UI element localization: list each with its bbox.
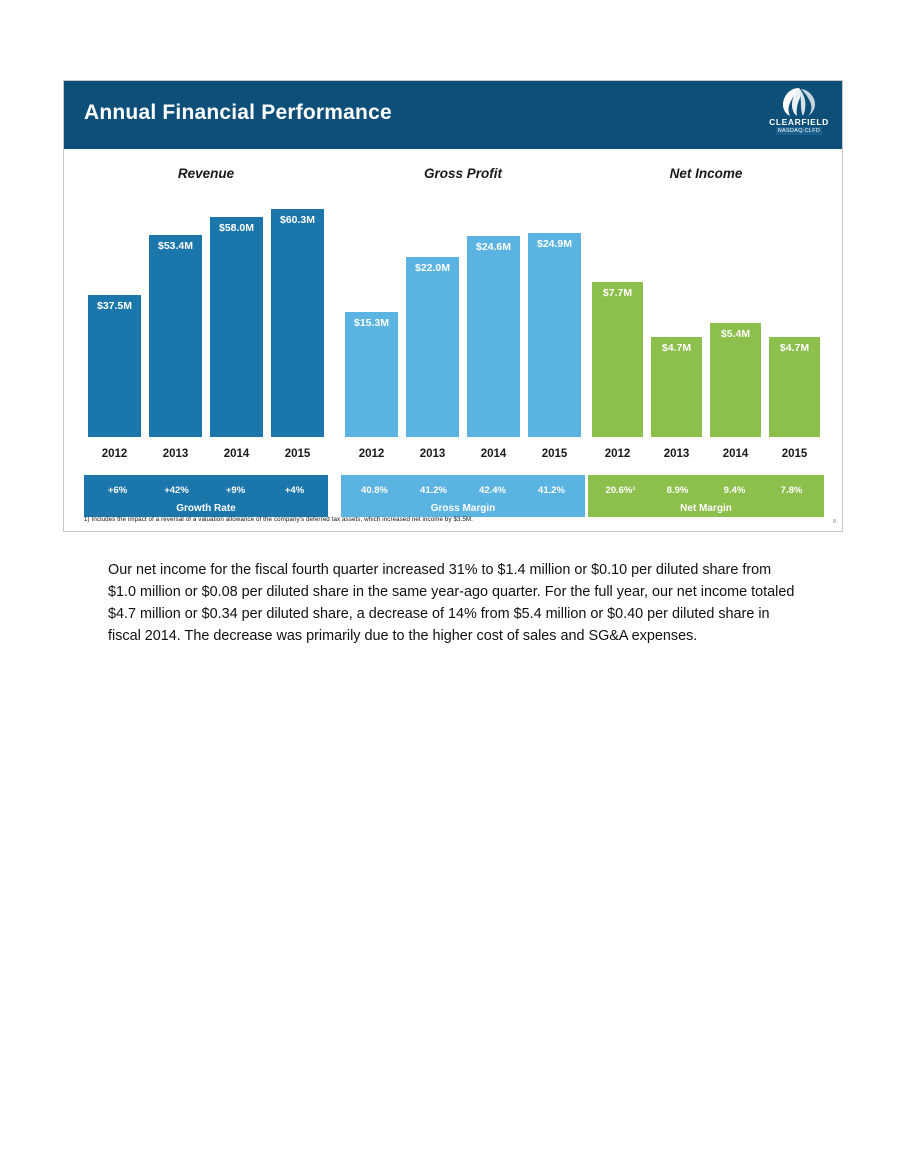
plot-net-income [588,187,824,477]
axis-years-gross-profit [341,439,585,469]
slide-footnote: 1) Includes the impact of a reversal of a valuation allowance of the company's deferred tax assets, which increased net income by $3.5M. [84,516,473,523]
net-margin-strip [588,475,824,517]
bar-net-income-2015 [769,337,820,437]
year-tick: 2013 [162,448,189,460]
bar-gross-profit-2014 [467,236,520,437]
bar-value-label: $60.3M [279,213,316,226]
bar-net-income-2012 [592,282,643,437]
net-margin-values [592,479,820,501]
bar-revenue-2015 [271,209,324,438]
bar-value-label: $37.5M [96,300,133,312]
year-tick: 2012 [604,448,631,460]
net-margin-cell: 20.6%¹ [605,484,636,496]
bar-value-label: $4.7M [779,342,810,354]
bar-net-income-2014 [710,323,761,437]
year-tick: 2015 [781,448,808,460]
bar-column [592,187,643,437]
bars-gross-profit [341,187,585,437]
slide-header [64,81,842,149]
year-tick: 2014 [722,448,749,460]
year-tick: 2015 [541,448,568,460]
chart-title-net-income: Net Income [669,166,743,181]
growth-rate-cell: +9% [225,484,246,496]
bar-column [271,187,324,437]
bar-column [467,187,520,437]
bar-value-label: $24.9M [536,238,573,251]
net-margin-caption: Net Margin [680,503,732,514]
bar-value-label: $5.4M [720,328,751,341]
slide-page-number: 8 [832,519,836,525]
growth-rate-strip [84,475,328,517]
bar-column [651,187,702,437]
growth-rate-caption: Growth Rate [176,503,236,514]
bar-column [769,187,820,437]
net-margin-cell: 9.4% [723,484,746,496]
growth-rate-cell: +4% [284,484,305,496]
growth-rate-cell: +6% [107,484,128,496]
year-tick: 2012 [101,448,128,460]
chart-title-revenue: Revenue [177,166,235,181]
plot-gross-profit [341,187,585,477]
gross-margin-values [345,479,581,501]
gross-margin-caption: Gross Margin [430,503,496,514]
bar-revenue-2014 [210,217,263,437]
bars-revenue [84,187,328,437]
axis-years-net-income [588,439,824,469]
gross-margin-cell: 40.8% [361,484,388,496]
year-tick: 2015 [284,448,311,460]
bar-gross-profit-2015 [528,233,581,437]
page-title: Annual Financial Performance [84,101,392,124]
year-tick: 2014 [223,448,250,460]
gross-margin-cell: 41.2% [538,484,565,496]
bar-value-label: $58.0M [218,222,255,235]
bar-column [710,187,761,437]
bar-column [149,187,202,437]
bar-column [345,187,398,437]
logo-ticker: NASDAQ:CLFD [777,128,821,134]
net-margin-cell: 7.8% [780,484,803,496]
bar-column [528,187,581,437]
bars-net-income [588,187,824,437]
bar-gross-profit-2013 [406,257,459,437]
shell-icon [782,87,816,117]
narrative-paragraph: Our net income for the fiscal fourth quarter increased 31% to $1.4 million or $0.10 per diluted share from $1.0 million or $0.08 per diluted share in the same year-ago quarter. For the full year, our net income totaled $4.7 million or $0.34 per diluted share, a decrease of 14% from $5.4 million or $0.40 per diluted share in fiscal 2014. The decrease was primarily due to the higher cost of sales and SG&A expenses. [108,562,795,644]
growth-rate-cell: +42% [164,484,189,496]
bar-net-income-2013 [651,337,702,437]
bar-value-label: $53.4M [157,239,194,252]
bar-gross-profit-2012 [345,312,398,437]
bar-value-label: $4.7M [661,342,692,354]
bar-revenue-2012 [88,295,141,437]
plot-revenue [84,187,328,477]
year-tick: 2014 [480,448,507,460]
year-tick: 2012 [358,448,385,460]
logo-wordmark: CLEARFIELD [769,117,829,127]
chart-panel-gross-profit [341,149,585,533]
gross-margin-cell: 41.2% [420,484,447,496]
gross-margin-cell: 42.4% [479,484,506,496]
charts-container [64,149,842,533]
year-tick: 2013 [663,448,690,460]
bar-column [88,187,141,437]
bar-value-label: $7.7M [602,287,633,299]
growth-rate-values [88,479,324,501]
year-tick: 2013 [419,448,446,460]
net-margin-cell: 8.9% [666,484,689,496]
financial-performance-slide [63,80,843,532]
gross-margin-strip [341,475,585,517]
bar-value-label: $22.0M [414,262,451,274]
chart-panel-net-income [588,149,824,533]
chart-panel-revenue [84,149,328,533]
bar-column [210,187,263,437]
bar-value-label: $15.3M [353,317,390,329]
axis-years-revenue [84,439,328,469]
chart-title-gross-profit: Gross Profit [423,166,502,181]
bar-value-label: $24.6M [475,240,512,253]
clearfield-logo [756,81,842,149]
bar-column [406,187,459,437]
bar-revenue-2013 [149,235,202,437]
